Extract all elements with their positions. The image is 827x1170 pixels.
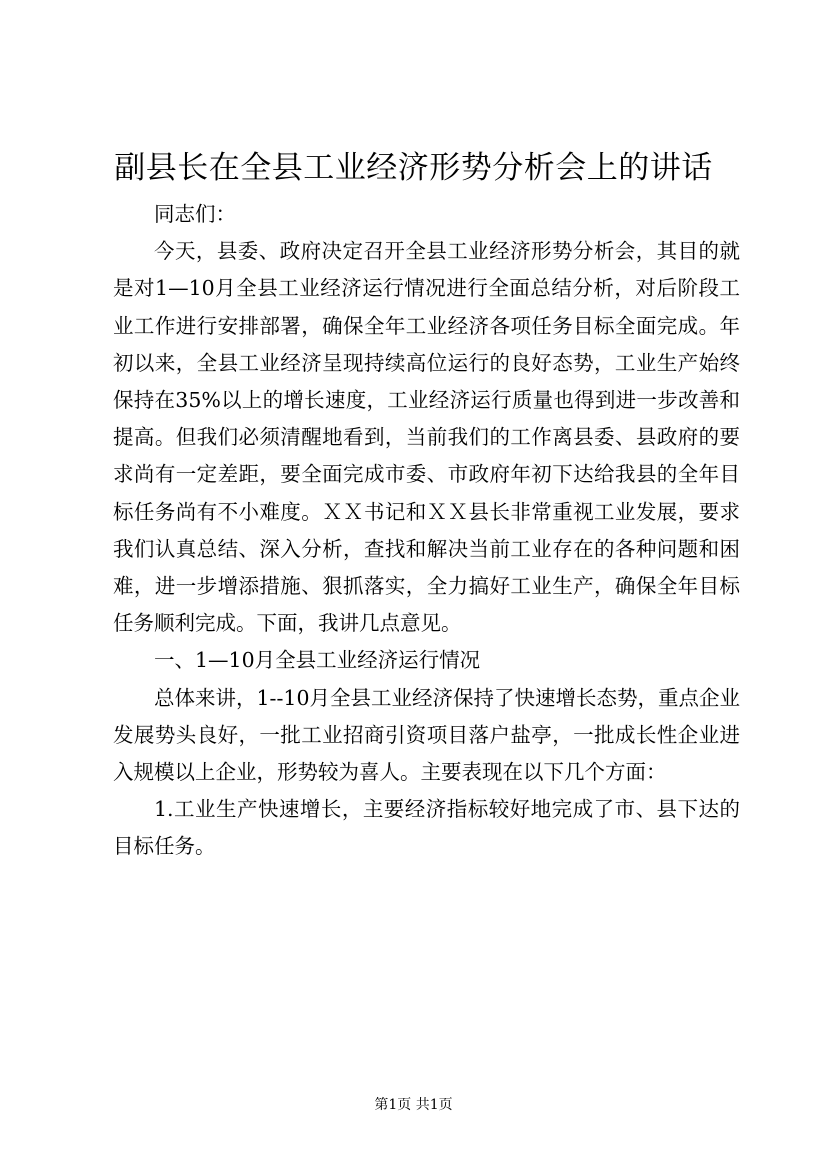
document-body [113,196,740,866]
section-heading: 一、1—10月全县工业经济运行情况 [154,648,481,673]
page-footer: 第1页 共1页 [374,1097,453,1113]
document-title: 副县长在全县工业经济形势分析会上的讲话 [114,150,713,186]
point-paragraph: 1.工业生产快速增长，主要经济指标较好地完成了市、县下达的目标任务。 [113,797,740,859]
summary-paragraph: 总体来讲，1--10月全县工业经济保持了快速增长态势，重点企业发展势头良好，一批工业招商引资项目落户盐亭，一批成长性企业进入规模以上企业，形势较为喜人。主要表现在以下几个方面： [113,685,740,785]
salutation-paragraph: 同志们： [154,202,236,226]
intro-paragraph: 今天，县委、政府决定召开全县工业经济形势分析会，其目的就是对1—10月全县工业经济运行情况进行全面总结分析，对后阶段工业工作进行安排部署，确保全年工业经济各项任务目标全面完成。年初以来，全县工业经济呈现持续高位运行的良好态势，工业生产始终保持在35%以上的增长速度，工业经济运行质量也得到进一步改善和提高。但我们必须清醒地看到，当前我们的工作离县委、县政府的要求尚有一定差距，要全面完成市委、市政府年初下达给我县的全年目标任务尚有不小难度。ＸＸ书记和ＸＸ县长非常重视工业发展，要求我们认真总结、深入分析，查找和解决当前工业存在的各种问题和困难，进一步增添措施、狠抓落实，全力搞好工业生产，确保全年目标任务顺利完成。下面，我讲几点意见。 [113,239,740,636]
